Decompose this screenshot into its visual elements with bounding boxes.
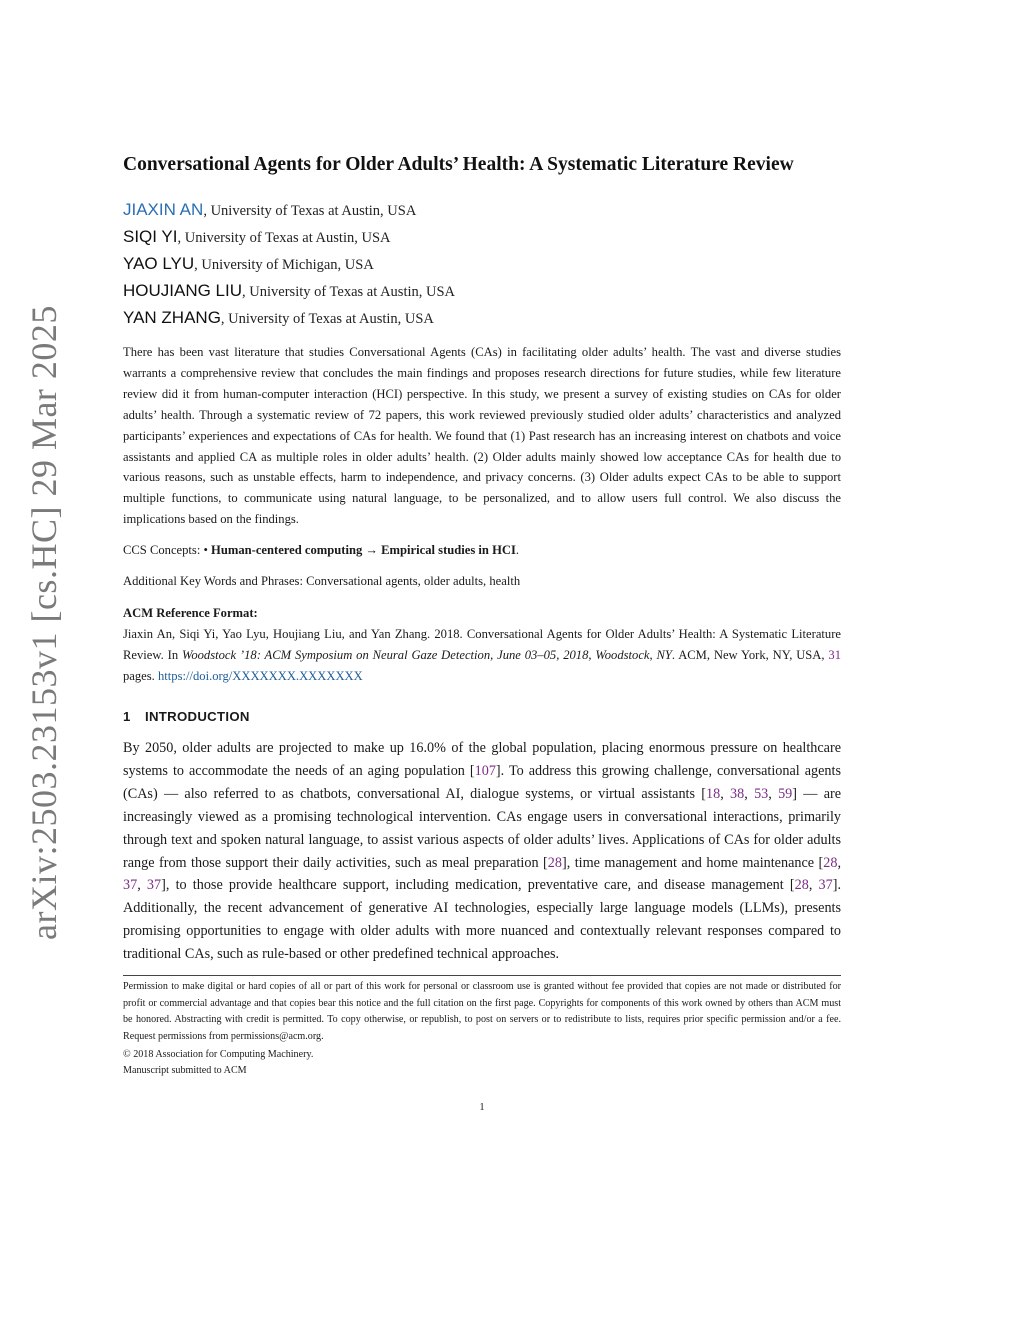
author-list — [123, 198, 841, 333]
citation-link[interactable]: 28 — [547, 854, 562, 871]
paper-title: Conversational Agents for Older Adults’ Health: A Systematic Literature Review — [123, 154, 794, 175]
ccs-concepts — [123, 540, 841, 561]
acm-reference — [123, 603, 841, 687]
citation-link[interactable]: 28 — [823, 854, 838, 871]
citation-link[interactable]: 53 — [754, 785, 769, 802]
author-affiliation: , University of Michigan, USA — [194, 257, 374, 273]
author-name: SIQI YI — [123, 227, 178, 246]
author-entry — [123, 252, 841, 279]
author-affiliation: , University of Texas at Austin, USA — [203, 203, 417, 219]
citation-link[interactable]: 37 — [146, 877, 162, 894]
ccs-label: CCS Concepts: • — [123, 543, 212, 557]
doi-link[interactable]: https://doi.org/XXXXXXX.XXXXXXX — [157, 668, 363, 683]
arxiv-stamp: arXiv:2503.23153v1 [cs.HC] 29 Mar 2025 — [24, 305, 64, 940]
acm-reference-label: ACM Reference Format: — [123, 606, 258, 620]
author-name: HOUJIANG LIU — [123, 281, 243, 300]
footnote-divider — [123, 975, 841, 976]
page-number: 1 — [479, 1102, 485, 1113]
citation-link[interactable]: 107 — [474, 762, 496, 779]
citation-link[interactable]: 28 — [794, 877, 809, 894]
introduction-paragraph: By 2050, older adults are projected to make up 16.0% of the global population, placing enormous pressure on healthcare systems to accommodate the needs of an aging population [107]. To address this growing challenge, conversational agents (CAs) — also referred to as chatbots, conversational AI, dialogue systems, or virtual assistants [18, 38, 53, 59] — are increasingly viewed as a promising technological intervention. CAs engage users in conversational interactions, primarily through text and spoken natural language, to assist various aspects of older adults’ lives. Applications of CAs for older adults range from those support their daily activities, such as meal preparation [28], time management and home maintenance [28, 37, 37], to those provide healthcare support, including medication, preventative care, and disease management [28, 37]. Additionally, the recent advancement of generative AI technologies, especially large language models (LLMs), presents promising opportunities to engage with older adults with more nuanced and contextually relevant responses compared to traditional CAs, such as rule-based or other predefined technical approaches. — [123, 740, 842, 963]
section-number: 1 — [123, 709, 131, 724]
venue: Woodstock ’18: ACM Symposium on Neural Gaze Detection, June 03–05, 2018, Woodstock, NY — [181, 647, 672, 662]
author-entry — [123, 198, 841, 225]
author-affiliation: , University of Texas at Austin, USA — [242, 284, 456, 300]
citation-link[interactable]: 38 — [730, 785, 745, 802]
copyright-notice: © 2018 Association for Computing Machinery. — [123, 1049, 314, 1060]
author-entry — [123, 306, 841, 333]
section-title: INTRODUCTION — [145, 709, 250, 724]
author-name: YAO LYU — [123, 254, 195, 273]
citation-link[interactable]: 37 — [818, 877, 833, 894]
page-count-link[interactable]: 31 — [828, 647, 841, 662]
manuscript-note: Manuscript submitted to ACM — [123, 1065, 247, 1076]
author-name: YAN ZHANG — [123, 308, 221, 327]
ccs-concept: Human-centered computing → Empirical studies in HCI — [211, 543, 516, 557]
acm-reference-text: Jiaxin An, Siqi Yi, Yao Lyu, Houjiang Liu, and Yan Zhang. 2018. Conversational Agents for Older Adults’ Health: A Systematic Literature Review. In Woodstock ’18: ACM Symposium on Neural Gaze Detection, June 03–05, 2018, Woodstock, NY. ACM, New York, NY, USA, 31 pages. https://doi.org/XXXXXXX.XXXXXXX — [123, 626, 841, 683]
keywords: Additional Key Words and Phrases: Conversational agents, older adults, health — [123, 574, 521, 588]
author-affiliation: , University of Texas at Austin, USA — [220, 311, 434, 327]
author-name-link[interactable]: JIAXIN AN — [123, 200, 204, 219]
author-affiliation: , University of Texas at Austin, USA — [177, 230, 391, 246]
permission-footnote: Permission to make digital or hard copies of all or part of this work for personal or classroom use is granted without fee provided that copies are not made or distributed for profit or commercial advantage and that copies bear this notice and the full citation on the first page. Copyrights for components of this work owned by others than ACM must be honored. Abstracting with credit is permitted. To copy otherwise, or republish, to post on servers or to redistribute to lists, requires prior specific permission and/or a fee. Request permissions from permissions@acm.org. — [123, 981, 841, 1042]
abstract: There has been vast literature that studies Conversational Agents (CAs) in facilitating older adults’ health. The vast and diverse studies warrants a comprehensive review that concludes the main findings and proposes research directions for future studies, while few literature review did it from human-computer interaction (HCI) perspective. In this study, we present a survey of existing studies on CAs for older adults’ health. Through a systematic review of 72 papers, this work reviewed previously studied older adults’ characteristics and analyzed participants’ experiences and expectations of CAs for health. We found that (1) Past research has an increasing interest on chatbots and voice assistants and applied CA as multiple roles in older adults’ health. (2) Older adults mainly showed low acceptance CAs for health due to various reasons, such as unstable effects, harm to independence, and privacy concerns. (3) Older adults expect CAs to be able to support multiple functions, to communicate using natural language, to be personalized, and to allow users full control. We also discuss the implications based on the findings. — [123, 345, 841, 527]
citation-link[interactable]: 37 — [123, 877, 138, 894]
ccs-end: . — [515, 543, 520, 557]
author-entry — [123, 279, 841, 306]
author-entry — [123, 225, 841, 252]
citation-link[interactable]: 59 — [778, 785, 793, 802]
section-heading-introduction — [123, 709, 250, 724]
citation-link[interactable]: 18 — [706, 785, 721, 802]
